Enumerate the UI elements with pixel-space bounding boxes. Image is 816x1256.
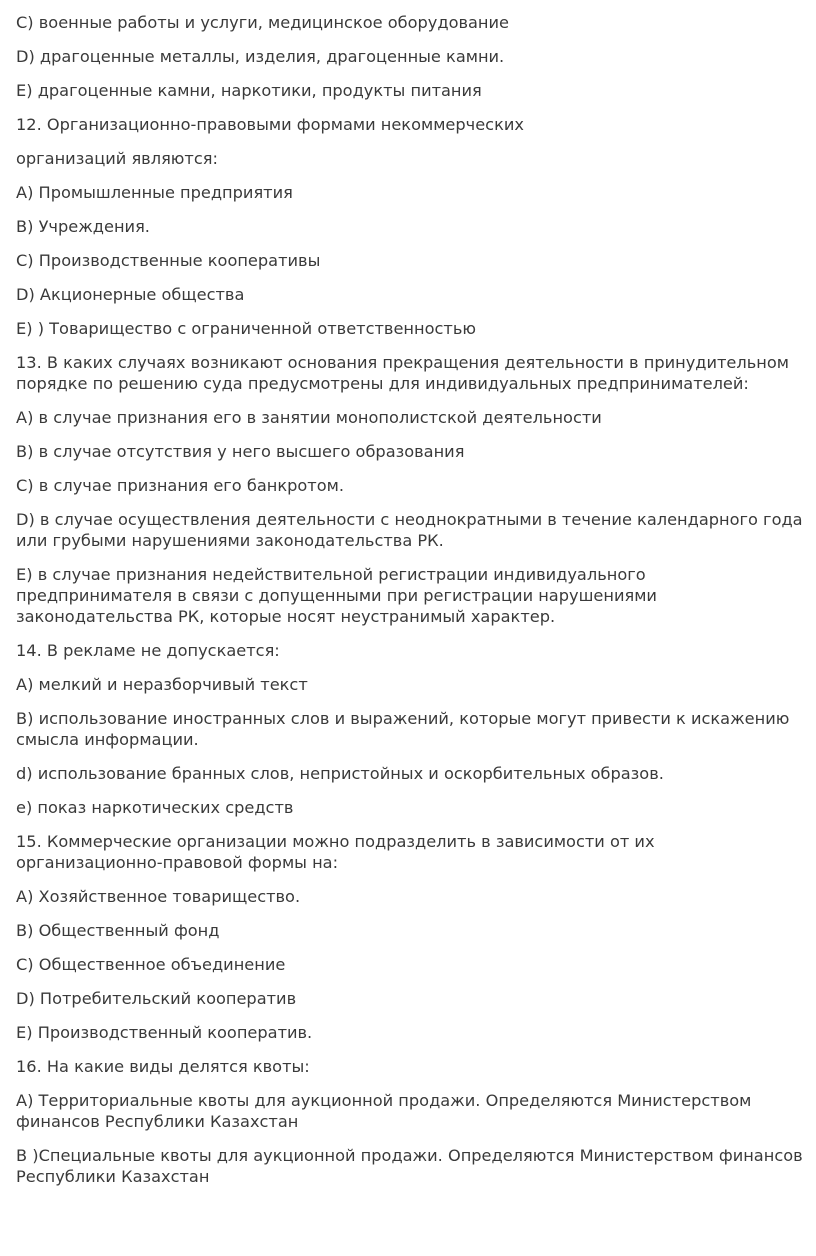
answer-option-c: C) военные работы и услуги, медицинское оборудование: [16, 13, 509, 32]
answer-option-a: A) Территориальные квоты для аукционной продажи. Определяются Министерством финансов Республики Казахстан: [16, 1091, 752, 1131]
answer-option-e: e) показ наркотических средств: [16, 798, 294, 817]
answer-option-a: A) мелкий и неразборчивый текст: [16, 675, 308, 694]
answer-option-b: B) Общественный фонд: [16, 921, 220, 940]
answer-option-e: E) ) Товарищество с ограниченной ответственностью: [16, 319, 476, 338]
answer-option-e: E) драгоценные камни, наркотики, продукты питания: [16, 81, 482, 100]
answer-option-b: B) Учреждения.: [16, 217, 150, 236]
answer-option-c: C) Общественное объединение: [16, 955, 286, 974]
question-12-line-2: организаций являются:: [16, 149, 218, 168]
answer-option-a: A) Хозяйственное товарищество.: [16, 887, 301, 906]
answer-option-c: C) в случае признания его банкротом.: [16, 476, 344, 495]
question-12-line-1: 12. Организационно-правовыми формами некоммерческих: [16, 115, 524, 134]
answer-option-d: D) драгоценные металлы, изделия, драгоценные камни.: [16, 47, 505, 66]
answer-option-b: B )Специальные квоты для аукционной продажи. Определяются Министерством финансов Республики Казахстан: [16, 1146, 803, 1186]
answer-option-a: A) в случае признания его в занятии монополистской деятельности: [16, 408, 602, 427]
question-15: 15. Коммерческие организации можно подразделить в зависимости от их организационно-правовой формы на:: [16, 832, 655, 872]
answer-option-d: D) Акционерные общества: [16, 285, 245, 304]
answer-option-e: E) в случае признания недействительной регистрации индивидуального предпринимателя в связи с допущенными при регистрации нарушениями законодательства РК, которые носят неустранимый характер.: [16, 565, 657, 626]
answer-option-b: B) в случае отсутствия у него высшего образования: [16, 442, 465, 461]
answer-option-c: C) Производственные кооперативы: [16, 251, 321, 270]
document-body: [16, 12, 806, 1200]
answer-option-e: E) Производственный кооператив.: [16, 1023, 313, 1042]
answer-option-d: D) в случае осуществления деятельности с неоднократными в течение календарного года или грубыми нарушениями законодательства РК.: [16, 510, 803, 550]
answer-option-d: d) использование бранных слов, непристойных и оскорбительных образов.: [16, 764, 664, 783]
question-14: 14. В рекламе не допускается:: [16, 641, 280, 660]
answer-option-d: D) Потребительский кооператив: [16, 989, 297, 1008]
answer-option-b: B) использование иностранных слов и выражений, которые могут привести к искажению смысла информации.: [16, 709, 790, 749]
question-16: 16. На какие виды делятся квоты:: [16, 1057, 310, 1076]
answer-option-a: A) Промышленные предприятия: [16, 183, 293, 202]
question-13: 13. В каких случаях возникают основания прекращения деятельности в принудительном порядке по решению суда предусмотрены для индивидуальных предпринимателей:: [16, 353, 789, 393]
